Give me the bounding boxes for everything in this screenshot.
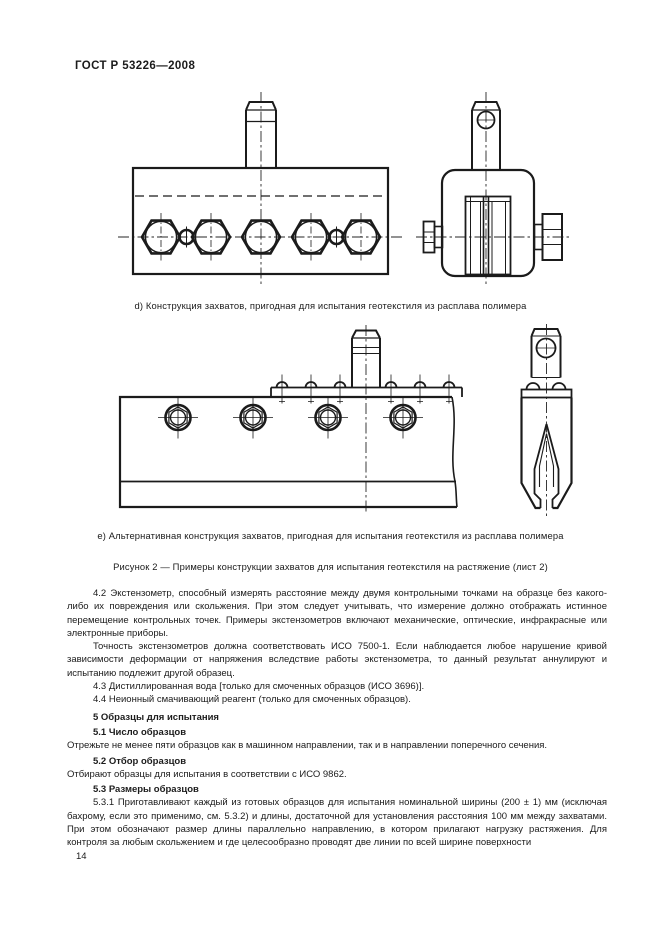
section-5-heading: 5 Образцы для испытания	[93, 711, 219, 723]
section-5-1-heading: 5.1 Число образцов	[93, 726, 187, 738]
page-number: 14	[76, 851, 87, 862]
figure-d-front-view	[118, 92, 402, 286]
item-4-4: 4.4 Неионный смачивающий реагент (только для смоченных образцов).	[93, 694, 411, 706]
para-5-3-1: 5.3.1 Приготавливают каждый из готовых образцов для испытания номинальной ширины (200 ± 1) мм (исключая бахрому, если это применимо, см. 5.3.2) и длины, достаточной для установления расстояния 100 мм между захватами. При этом обозначают размер длины параллельно направлению, в котором прилагают нагрузку растяжения. Для контроля за любым скольжением и где целесообразно проводят две линии по всей ширине поверхности	[67, 797, 607, 849]
para-5-2: Отбирают образцы для испытания в соответствии с ИСО 9862.	[67, 768, 347, 780]
figure-d-side-view	[416, 92, 572, 287]
figure-e-caption: e) Альтернативная конструкция захватов, пригодная для испытания геотекстиля из расплава полимера	[97, 530, 564, 541]
para-4-2-note: Точность экстензометров должна соответствовать ИСО 7500-1. Если наблюдается любое нарушение кривой зависимости деформации от напряжения вследствие работы экстензометра, то данный результат аннулируют и испытанию подлежит другой образец.	[67, 641, 607, 679]
figure-d-caption: d) Конструкция захватов, пригодная для испытания геотекстиля из расплава полимера	[134, 300, 527, 311]
document-header: ГОСТ Р 53226—2008	[75, 60, 196, 72]
figure-title: Рисунок 2 — Примеры конструкции захватов для испытания геотекстиля на растяжение (лист 2)	[113, 561, 548, 572]
section-5-2-heading: 5.2 Отбор образцов	[93, 755, 187, 767]
section-5-3-heading: 5.3 Размеры образцов	[93, 784, 199, 796]
body-text	[67, 587, 607, 850]
para-5-1: Отрежьте не менее пяти образцов как в машинном направлении, так и в направлении поперечного сечения.	[67, 740, 548, 752]
figure-e-side-view	[522, 324, 572, 517]
item-4-3: 4.3 Дистиллированная вода [только для смоченных образцов (ИСО 3696)].	[93, 681, 425, 693]
para-4-2: 4.2 Экстензометр, способный измерять расстояние между двумя контрольными точками на образце без какого-либо их повреждения или скольжения. При этом следует учитывать, что измерение должно отображать истинное перемещение контрольных точек. Примеры экстензометров включают механические, оптические, инфракрасные или электронные приборы.	[67, 588, 607, 639]
figure-e-front-view	[120, 325, 462, 513]
